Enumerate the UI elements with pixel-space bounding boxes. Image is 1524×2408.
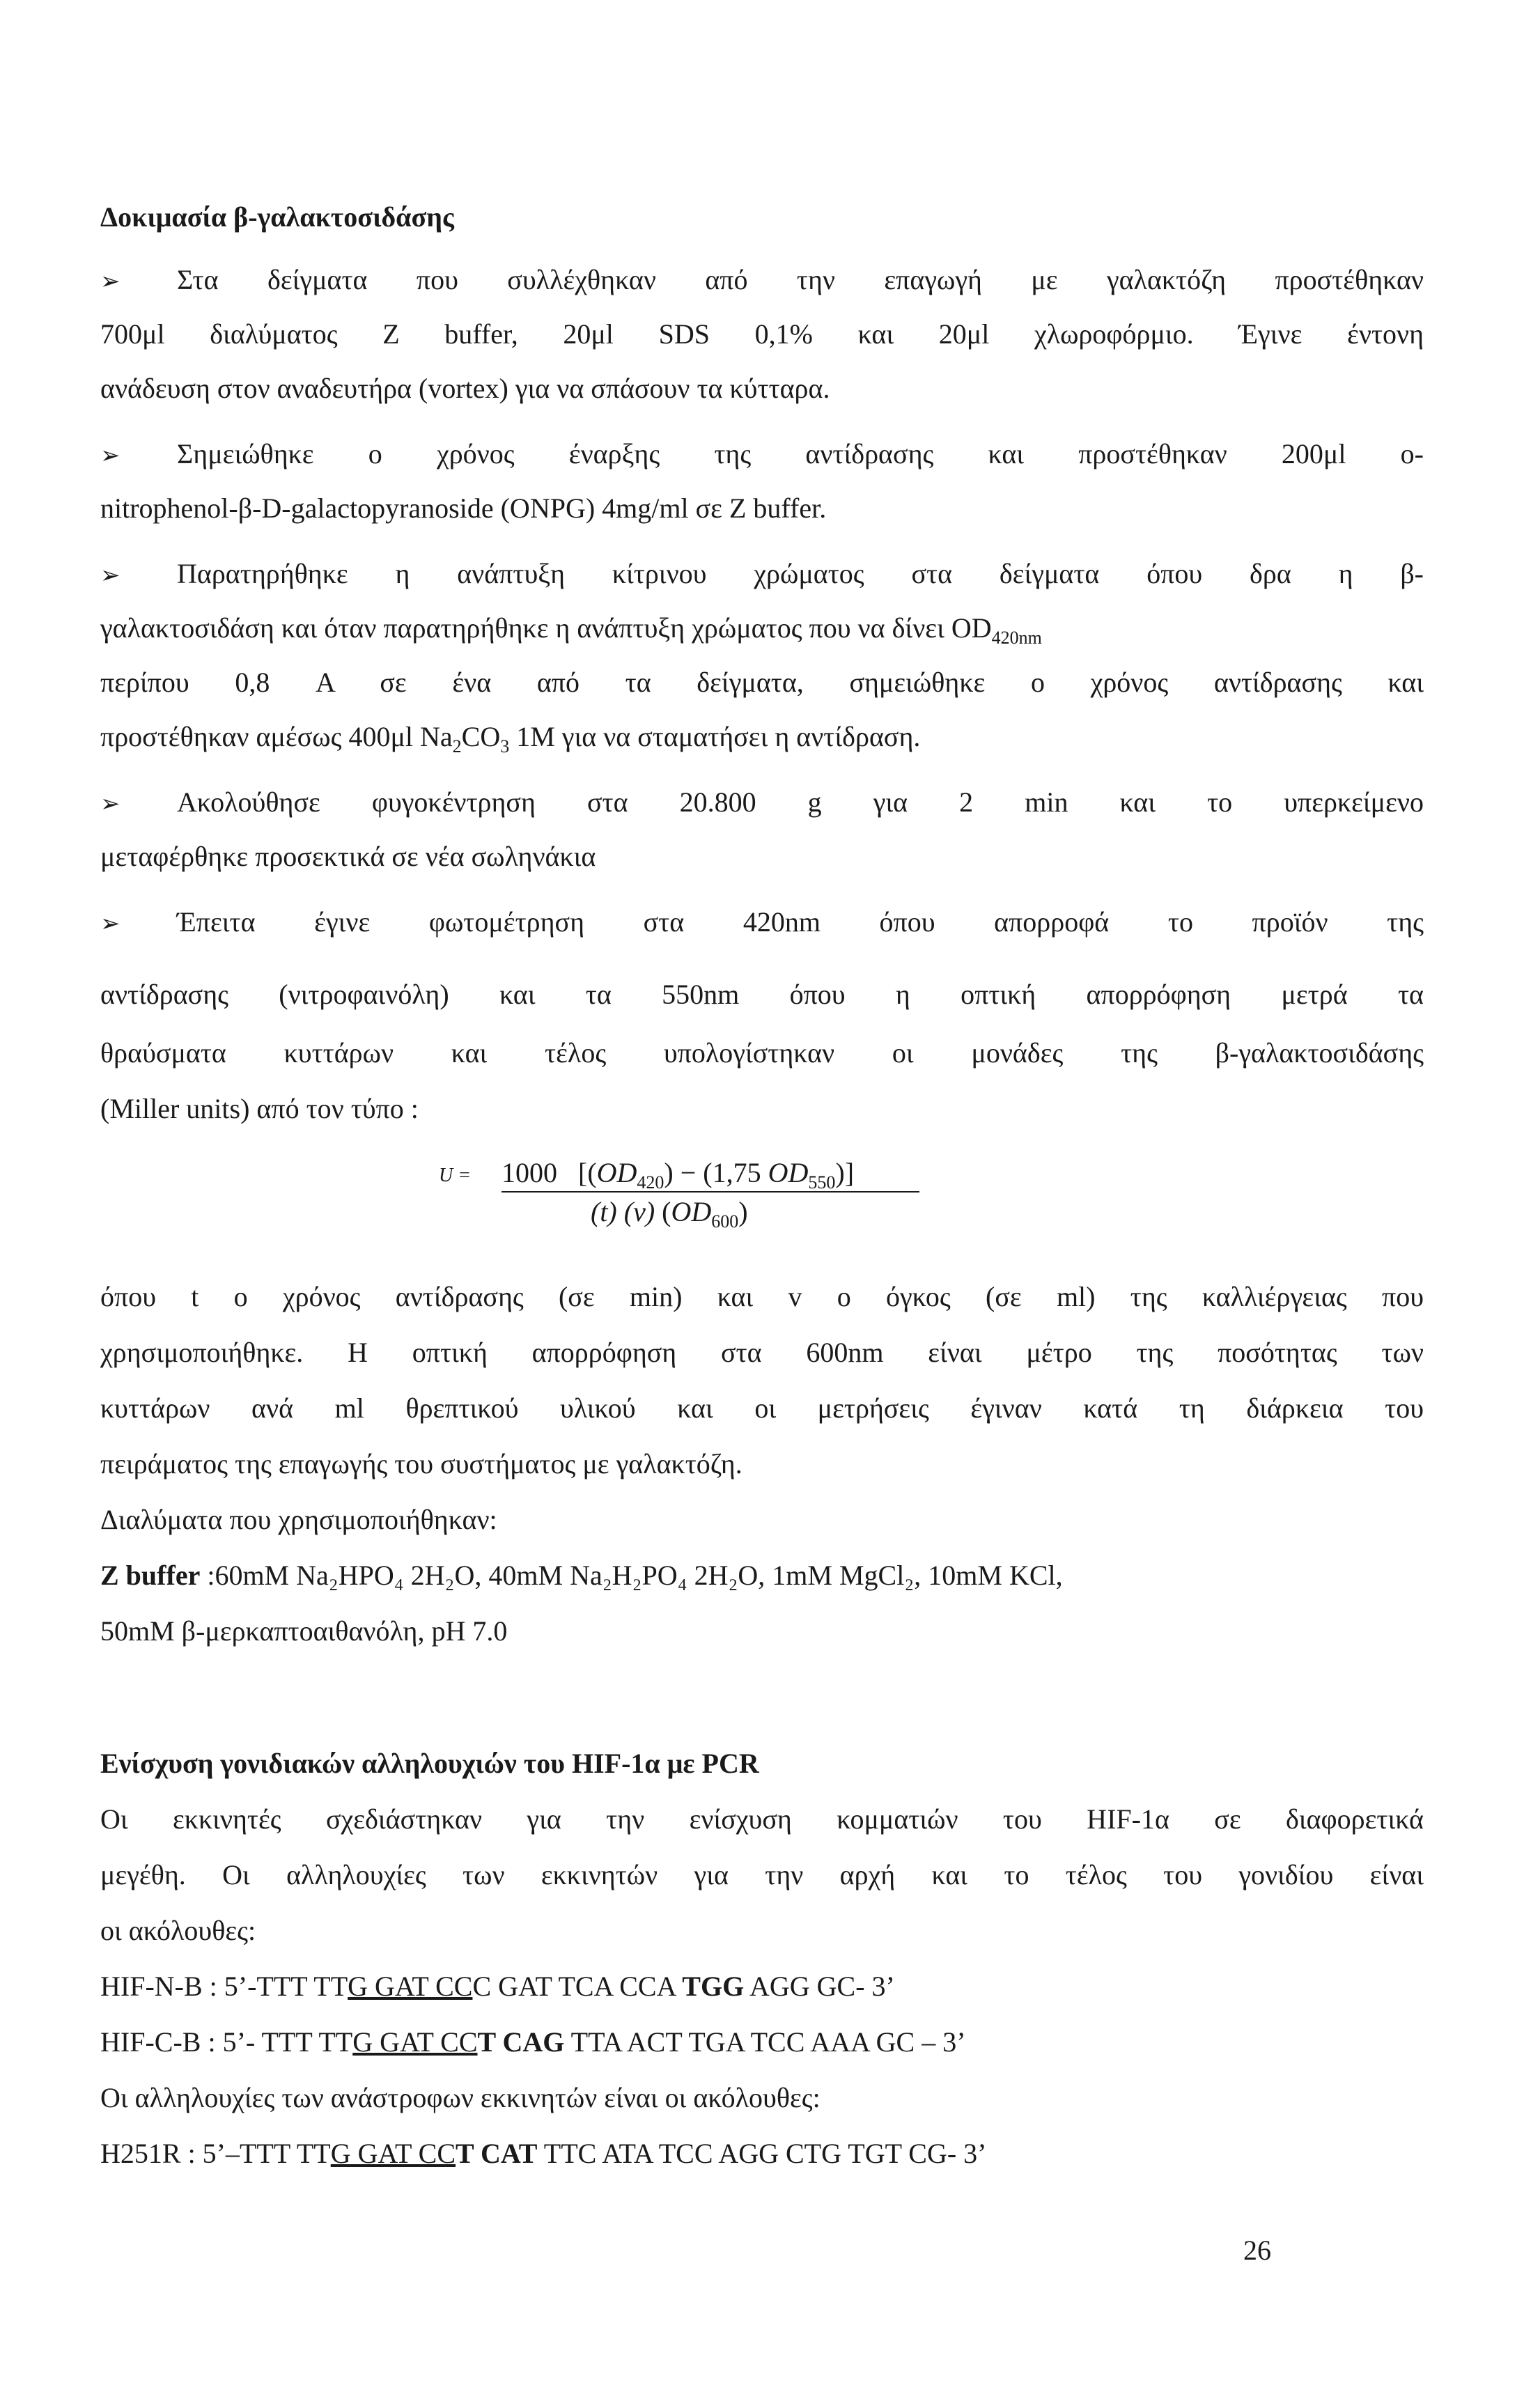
section-heading-pcr: Ενίσχυση γονιδιακών αλληλουχιών του HIF-1α με PCR — [100, 1748, 759, 1779]
page-number: 26 — [1243, 2235, 1271, 2266]
bullet-arrow-icon: ➢ — [100, 561, 120, 589]
paragraph-line: θραύσματα κυττάρων και τέλος υπολογίστηκαν οι μονάδες της β-γαλακτοσιδάσης — [100, 1037, 1424, 1069]
paragraph-line: ➢ Έπειτα έγινε φωτομέτρηση στα 420nm όπου απορροφά το προϊόν της — [100, 906, 1424, 938]
paragraph-line: περίπου 0,8 A σε ένα από τα δείγματα, σημειώθηκε ο χρόνος αντίδρασης και — [100, 667, 1424, 698]
reverse-primers-title: Οι αλληλουχίες των ανάστροφων εκκινητών είναι οι ακόλουθες: — [100, 2082, 821, 2113]
paragraph-line: nitrophenol-β-D-galactopyranoside (ONPG) 4mg/ml σε Z buffer. — [100, 492, 827, 524]
z-buffer-line-2: 50mM β-μερκαπτοαιθανόλη, pH 7.0 — [100, 1615, 508, 1647]
z-buffer-line: Z buffer :60mM Na₂HPO₄ 2H₂O, 40mM Na₂H₂PO₄ 2H₂O, 1mM MgCl₂, 10mM KCl, — [100, 1560, 1063, 1591]
fraction-rule — [501, 1191, 919, 1193]
paragraph-line: ➢ Παρατηρήθηκε η ανάπτυξη κίτρινου χρώματος στα δείγματα όπου δρα η β- — [100, 558, 1424, 589]
paragraph-line: ➢ Στα δείγματα που συλλέχθηκαν από την επαγωγή με γαλακτόζη προστέθηκαν — [100, 264, 1424, 295]
paragraph-line: ➢ Ακολούθησε φυγοκέντρηση στα 20.800 g για 2 min και το υπερκείμενο — [100, 786, 1424, 818]
bullet-arrow-icon: ➢ — [100, 910, 120, 938]
z-buffer-label: Z buffer — [100, 1560, 201, 1591]
paragraph-line: (Miller units) από τον τύπο : — [100, 1093, 419, 1124]
formula-denominator: (t) (v) $(OD_{600})$ — [591, 1196, 748, 1232]
paragraph-line: μεταφέρθηκε προσεκτικά σε νέα σωληνάκια — [100, 841, 596, 872]
paragraph-line: χρησιμοποιήθηκε. Η οπτική απορρόφηση στα 600nm είναι μέτρο της ποσότητας των — [100, 1337, 1424, 1368]
primer-h251r: H251R : 5’–TTT TTG GAT CCT CAT TTC ATA TCC AGG CTG TGT CG- 3’ — [100, 2138, 987, 2169]
paragraph-line: ανάδευση στον αναδευτήρα (vortex) για να σπάσουν τα κύτταρα. — [100, 373, 830, 404]
section-heading-beta-gal: Δοκιμασία β-γαλακτοσιδάσης — [100, 201, 454, 233]
paragraph-line: όπου t ο χρόνος αντίδρασης (σε min) και v ο όγκος (σε ml) της καλλιέργειας που — [100, 1281, 1424, 1312]
paragraph-line: προστέθηκαν αμέσως 400μl $Na_2CO_3$ 1M για να σταματήσει η αντίδραση. — [100, 721, 921, 756]
formula-numerator: 1000 [$(OD_{420}) - (1,75$ $OD_{550}$)] — [501, 1157, 855, 1193]
paragraph-line: ➢ Σημειώθηκε ο χρόνος έναρξης της αντίδρασης και προστέθηκαν 200μl o- — [100, 438, 1424, 469]
paragraph-line: Οι εκκινητές σχεδιάστηκαν για την ενίσχυση κομματιών του HIF-1α σε διαφορετικά — [100, 1803, 1424, 1835]
miller-units-formula — [439, 1156, 926, 1240]
solutions-title: Διαλύματα που χρησιμοποιήθηκαν: — [100, 1504, 497, 1535]
bullet-arrow-icon: ➢ — [100, 442, 120, 469]
bullet-arrow-icon: ➢ — [100, 267, 120, 295]
paragraph-line: αντίδρασης (νιτροφαινόλη) και τα 550nm όπου η οπτική απορρόφηση μετρά τα — [100, 979, 1424, 1010]
paragraph-line: πειράματος της επαγωγής του συστήματος με γαλακτόζη. — [100, 1448, 742, 1479]
paragraph-line: οι ακόλουθες: — [100, 1915, 256, 1946]
formula-lhs: U = — [439, 1165, 472, 1186]
paragraph-line: μεγέθη. Οι αλληλουχίες των εκκινητών για την αρχή και το τέλος του γονιδίου είναι — [100, 1859, 1424, 1890]
paragraph-line: 700μl διαλύματος Z buffer, 20μl SDS 0,1% και 20μl χλωροφόρμιο. Έγινε έντονη — [100, 318, 1424, 350]
primer-hif-c-b: HIF-C-B : 5’- TTT TTG GAT CCT CAG TTA ACT TGA TCC AAA GC – 3’ — [100, 2026, 966, 2058]
bullet-arrow-icon: ➢ — [100, 790, 120, 818]
paragraph-line: γαλακτοσιδάση και όταν παρατηρήθηκε η ανάπτυξη χρώματος που να δίνει $OD_{420nm}$ — [100, 612, 1042, 648]
paragraph-line: κυττάρων ανά ml θρεπτικού υλικού και οι μετρήσεις έγιναν κατά τη διάρκεια του — [100, 1392, 1424, 1424]
primer-hif-n-b: HIF-N-B : 5’-TTT TTG GAT CCC GAT TCA CCA TGG AGG GC- 3’ — [100, 1971, 895, 2002]
